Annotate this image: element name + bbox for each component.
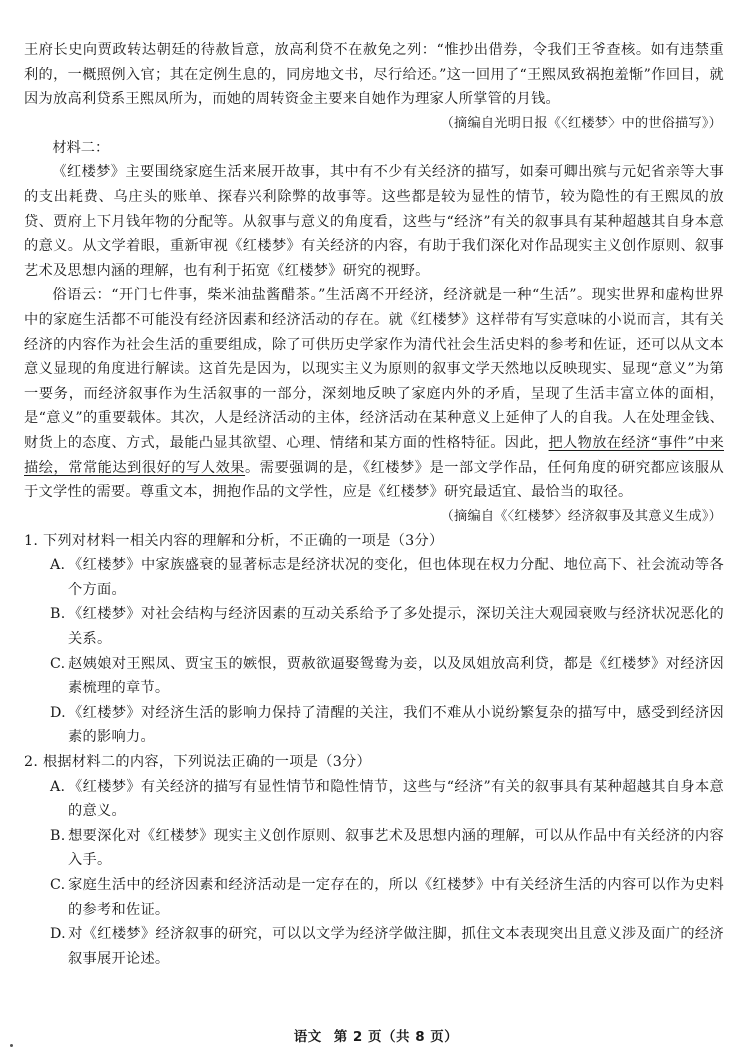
option-text: 对《红楼梦》经济叙事的研究，可以以文学为经济学做注脚，抓住文本表现突出且意义涉及面广的经济叙事展开论述。 <box>68 926 724 967</box>
option-text: 《红楼梦》对经济生活的影响力保持了清醒的关注，我们不难从小说纷繁复杂的描写中，感受到经济因素的影响力。 <box>68 704 724 746</box>
question-2-option-a <box>24 775 724 824</box>
material1-source: （摘编自光明日报《〈红楼梦〉中的世俗描写》） <box>440 115 722 131</box>
question-2-option-c <box>24 873 724 922</box>
material2-paragraph-2-after: 。需要强调的是，《红楼梦》是一部文学作品，任何角度的研究都应该服从于文学性的需要。尊重文本，拥抱作品的文学性，应是《红楼梦》研究最适宜、最恰当的取径。 <box>24 459 724 501</box>
option-text: 《红楼梦》有关经济的描写有显性情节和隐性情节，这些与“经济”有关的叙事具有某种超越其自身本意的意义。 <box>68 778 724 820</box>
question-1-option-a <box>24 553 724 602</box>
option-text: 《红楼梦》中家族盛衰的显著标志是经济状况的变化，但也体现在权力分配、地位高下、社会流动等各个方面。 <box>68 557 724 598</box>
material2-paragraph-2 <box>24 283 724 504</box>
option-letter: D. <box>50 926 66 943</box>
option-letter: A. <box>50 557 66 574</box>
question-1-option-d <box>24 701 724 750</box>
option-letter: A. <box>50 778 66 795</box>
option-text: 《红楼梦》对社会结构与经济因素的互动关系给予了多处提示，深切关注大观园衰败与经济状况恶化的关系。 <box>68 606 724 648</box>
material2-heading: 材料二： <box>52 139 110 156</box>
question-2-stem: 2. 根据材料二的内容，下列说法正确的一项是（3分） <box>24 754 371 771</box>
option-letter: B. <box>50 827 66 844</box>
scan-dot <box>10 1044 13 1047</box>
material2-source: （摘编自《〈红楼梦〉经济叙事及其意义生成》） <box>440 508 722 524</box>
option-text: 想要深化对《红楼梦》现实主义创作原则、叙事艺术及思想内涵的理解，可以从作品中有关经济的内容入手。 <box>68 827 724 869</box>
material1-tail-paragraph: 王府长史向贾政转达朝廷的待赦旨意，放高利贷不在赦免之列：“惟抄出借券，令我们王爷查核。如有违禁重利的，一概照例入官；其在定例生息的，同房地文书，尽行给还。”这一回用了“王熙凤致祸抱羞惭”作回目，就因为放高利贷系王熙凤所为，而她的周转资金主要来自她作为理家人所掌管的月钱。 <box>24 42 724 108</box>
option-letter: B. <box>50 606 66 623</box>
option-letter: C. <box>50 877 66 893</box>
material2-paragraph-2-before: 俗语云：“开门七件事，柴米油盐酱醋茶。”生活离不开经济，经济就是一种“生活”。现实世界和虚构世界中的家庭生活都不可能没有经济因素和经济活动的存在。就《红楼梦》这样带有写实意味的小说而言，其有关经济的内容作为社会生活的重要组成，除了可供历史学家作为清代社会生活史料的参考和佐证，还可以从文本意义显现的角度进行解读。这首先是因为，以现实主义为原则的叙事文学天然地以反映现实、显现“意义”为第一要务，而经济叙事作为生活叙事的一部分，深刻地反映了家庭内外的矛盾，呈现了生活丰富立体的面相，是“意义”的重要载体。其次，人是经济活动的主体，经济活动在某种意义上延伸了人的自我。人在处理金钱、财货上的态度、方式，最能凸显其欲望、心理、情绪和某方面的性格特征。因此， <box>24 287 724 451</box>
option-text: 家庭生活中的经济因素和经济活动是一定存在的，所以《红楼梦》中有关经济生活的内容可以作为史料的参考和佐证。 <box>68 877 724 918</box>
underlined-sentence: 把人物放在经济“事件”中来描绘，常常能达到很好的写人效果 <box>24 434 724 476</box>
footer-page-number: 第 2 页（共 8 页） <box>333 1029 459 1045</box>
question-1-option-b <box>24 602 724 651</box>
question-1-option-c <box>24 652 724 701</box>
question-1-stem: 1. 下列对材料一相关内容的理解和分析，不正确的一项是（3分） <box>24 532 444 549</box>
question-2-option-d <box>24 922 724 971</box>
footer-subject: 语文 <box>293 1029 322 1045</box>
option-letter: D. <box>50 704 66 721</box>
page-footer <box>0 1025 752 1045</box>
question-2-option-b <box>24 824 724 873</box>
question-2 <box>24 750 724 971</box>
material2-paragraph-1: 《红楼梦》主要围绕家庭生活来展开故事，其中有不少有关经济的描写，如秦可卿出殡与元妃省亲等大事的支出耗费、乌庄头的账单、探春兴利除弊的故事等。这些都是较为显性的情节，较为隐性的有王熙凤的放贷、贾府上下月钱年物的分配等。从叙事与意义的角度看，这些与“经济”有关的叙事具有某种超越其自身本意的意义。从文学着眼，重新审视《红楼梦》有关经济的内容，有助于我们深化对作品现实主义创作原则、叙事艺术及思想内涵的理解，也有利于拓宽《红楼梦》研究的视野。 <box>24 164 724 279</box>
option-letter: C. <box>50 655 66 672</box>
question-1 <box>24 529 724 750</box>
option-text: 赵姨娘对王熙凤、贾宝玉的嫉恨，贾赦欲逼娶鸳鸯为妾，以及凤姐放高利贷，都是《红楼梦》对经济因素梳理的章节。 <box>68 655 724 697</box>
